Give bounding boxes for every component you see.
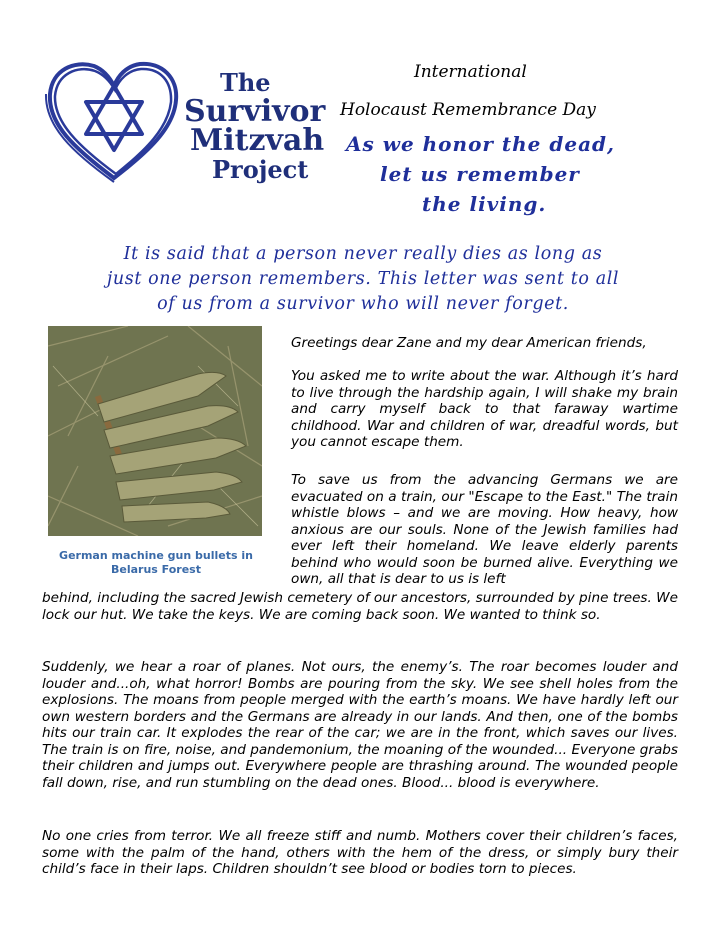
caption-line-2: Belarus Forest [111,563,201,576]
letter-greeting: Greetings dear Zane and my dear American friends, [291,335,647,351]
quote-line-3: of us from a survivor who will never forget. [157,294,569,314]
header-line-remembrance-day: Holocaust Remembrance Day [340,100,596,120]
header-line-international: International [414,62,527,82]
logo-line-mitzvah: Mitzvah [190,123,325,158]
intro-quote [52,242,674,317]
logo-wordmark [184,68,325,184]
letter-paragraph-1: You asked me to write about the war. Although it’s hard to live through the hardship again, I will shake my brain and carry myself back to that faraway wartime childhood. War and children of war, dreadful words, but you cannot escape them. [291,368,678,450]
bullets-photo [48,326,262,536]
logo-line-project: Project [212,155,309,184]
photo-caption [46,549,266,577]
header-line-remember: let us remember [380,162,580,186]
caption-line-1: German machine gun bullets in [59,549,253,562]
header-line-living: the living. [422,192,547,216]
letter-paragraph-4: No one cries from terror. We all freeze stiff and numb. Mothers cover their children’s faces, some with the palm of the hand, others with the hem of the dress, or simply bury their child’s face in their laps. Children shouldn’t see blood or bodies torn to pieces. [42,828,678,877]
letter-paragraph-3: Suddenly, we hear a roar of planes. Not ours, the enemy’s. The roar becomes louder and louder and...oh, what horror! Bombs are pouring from the sky. We see shell holes from the explosions. The moans from people merged with the earth’s moans. We have hardly left our own western borders and the Germans are already in our lands. And then, one of the bombs hits our train car. It explodes the rear of the car; we are in the front, which saves our lives. The train is on fire, noise, and pandemonium, the moaning of the wounded... Everyone grabs their children and jumps out. Everywhere people are thrashing around. The wounded people fall down, rise, and run stumbling on the dead ones. Blood... blood is everywhere. [42,659,678,791]
letter-paragraph-2-start: To save us from the advancing Germans we are evacuated on a train, our "Escape to the East." The train whistle blows – and we are moving. How heavy, how anxious are our souls. None of the Jewish families had ever left their homeland. We leave elderly parents behind who would soon be burned alive. Everything we own, all that is dear to us is left [291,472,678,587]
logo [44,56,326,186]
quote-line-1: It is said that a person never really dies as long as [123,244,603,264]
header-line-honor-dead: As we honor the dead, [346,132,615,156]
quote-line-2: just one person remembers. This letter was sent to all [106,269,620,289]
logo-line-survivor: Survivor [184,94,326,129]
letter-paragraph-2-continued: behind, including the sacred Jewish cemetery of our ancestors, surrounded by pine trees. We lock our hut. We take the keys. We are coming back soon. We wanted to think so. [42,590,678,623]
logo-line-the: The [220,68,271,97]
heart-star-of-david-icon [44,56,184,186]
